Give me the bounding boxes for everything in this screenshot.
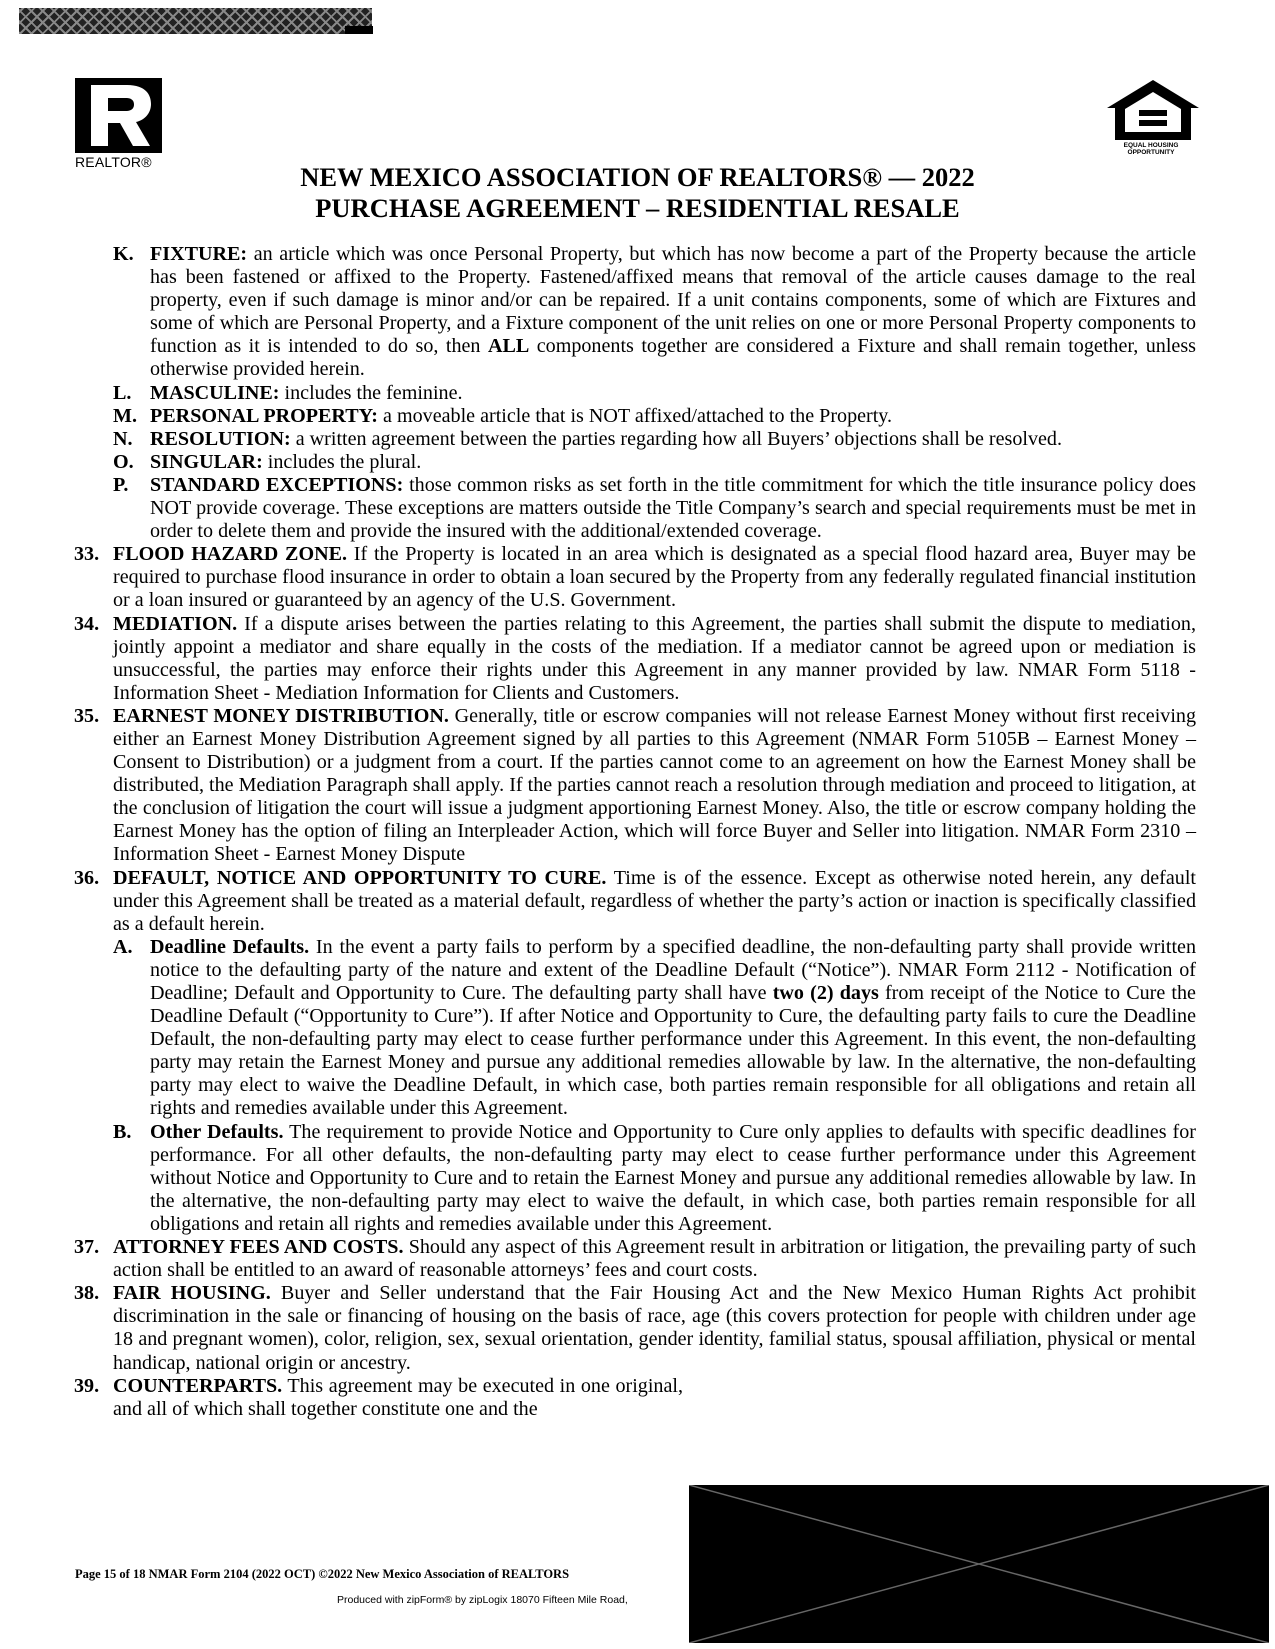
section-number: 35. (74, 704, 100, 727)
definition-p (0, 474, 1196, 543)
item-text: includes the plural. (262, 450, 422, 473)
page-footer-producer: Produced with zipForm® by zipLogix 18070 Fifteen Mile Road, (337, 1594, 628, 1606)
item-heading: MASCULINE: (150, 381, 280, 404)
section-number: 36. (74, 866, 100, 889)
item-marker: N. (113, 427, 133, 450)
redaction-cross-icon (689, 1485, 1269, 1643)
section-37-attorney-fees (0, 1236, 1196, 1282)
section-text: If a dispute arises between the parties relating to this Agreement, the parties shall submit the dispute to mediation, jointly appoint a mediator and share equally in the costs of the mediation. If a mediator cannot be agreed upon or mediation is unsuccessful, the parties may enforce their rights under this Agreement in any manner provided by law. NMAR Form 5118 - Information Sheet - Mediation Information for Clients and Customers. (113, 612, 1196, 704)
section-number: 34. (74, 612, 100, 635)
item-heading: RESOLUTION: (150, 427, 291, 450)
item-text: The requirement to provide Notice and Opportunity to Cure only applies to defaults with specific deadlines for performance. For all other defaults, the non-defaulting party may elect to cease further performance under this Agreement without Notice and Opportunity to Cure and to retain the Earnest Money and pursue any additional remedies allowable by law. In the alternative, the non-defaulting party may elect to waive the default, in which case, both parties remain responsible for all obligations and retain all rights and remedies available under this Agreement. (150, 1120, 1196, 1235)
section-text: This agreement may be executed in one original, and all of which shall together constitute one and the (113, 1374, 683, 1420)
document-title-line1: NEW MEXICO ASSOCIATION OF REALTORS® — 2022 (300, 162, 975, 192)
section-text: Generally, title or escrow companies will not release Earnest Money without first receiving either an Earnest Money Distribution Agreement signed by all parties to this Agreement (NMAR Form 5105B – Earnest Money – Consent to Distribution) or a judgment from a court. If the parties cannot come to an agreement on how the Earnest Money shall be distributed, the Mediation Paragraph shall apply. If the parties cannot reach a resolution through mediation and proceed to litigation, at the conclusion of litigation the court will issue a judgment apportioning Earnest Money. Also, the title or escrow company holding the Earnest Money has the option of filing an Interpleader Action, which will force Buyer and Seller into litigation. NMAR Form 2310 – Information Sheet - Earnest Money Dispute (113, 704, 1196, 866)
section-number: 33. (74, 543, 100, 566)
section-number: 38. (74, 1282, 100, 1305)
item-heading: FIXTURE: (150, 243, 248, 265)
section-34-mediation (0, 613, 1196, 705)
item-marker: P. (113, 473, 129, 496)
item-bold-text: ALL (487, 335, 530, 358)
section-heading: EARNEST MONEY DISTRIBUTION. (113, 704, 449, 727)
item-heading: SINGULAR: (150, 450, 263, 473)
section-38-fair-housing (0, 1282, 1196, 1374)
section-text: Buyer and Seller understand that the Fair Housing Act and the New Mexico Human Rights Act prohibit discrimination in the sale or financing of housing on the basis of race, age (this covers protection for people with children under age 18 and pregnant women), color, religion, sex, sexual orientation, gender identity, familial status, spousal affiliation, physical or mental handicap, national origin or ancestry. (113, 1282, 1196, 1374)
section-heading: ATTORNEY FEES AND COSTS. (113, 1236, 404, 1259)
section-heading: DEFAULT, NOTICE AND OPPORTUNITY TO CURE. (113, 866, 607, 889)
item-text: an article which was once Personal Property, but which has now become a part of the Property because the article has been fastened or affixed to the Property. Fastened/affixed means that removal of the article causes damage to the real property, even if such damage is minor and/or can be repaired. If a unit contains components, some of which are Fixtures and some of which are Personal Property, and a Fixture component of the unit relies on one or more Personal Property components to function as it is intended to do so, then (150, 243, 1196, 358)
item-text: In the event a party fails to perform by a specified deadline, the non-defaulting party shall provide written notice to the defaulting party of the nature and extent of the Deadline Default (“Notice”). NMAR Form 2112 - Notification of Deadline; Default and Opportunity to Cure. The defaulting party shall have (150, 935, 1196, 1004)
item-text: includes the feminine. (279, 381, 463, 404)
item-marker: K. (113, 243, 134, 265)
section-36b-other-defaults (0, 1121, 1196, 1236)
page-footer: Page 15 of 18 NMAR Form 2104 (2022 OCT) ©2022 New Mexico Association of REALTORS (75, 1567, 570, 1581)
item-text: a moveable article that is NOT affixed/attached to the Property. (378, 404, 893, 427)
section-text: Should any aspect of this Agreement result in arbitration or litigation, the prevailing party of such action shall be entitled to an award of reasonable attorneys’ fees and court costs. (113, 1236, 1196, 1282)
document-title-line2: PURCHASE AGREEMENT – RESIDENTIAL RESALE (315, 193, 960, 223)
item-heading: Other Defaults. (150, 1120, 284, 1143)
section-number: 39. (74, 1374, 100, 1397)
document-body (0, 243, 1275, 1421)
section-33-flood-hazard-zone (0, 543, 1196, 612)
definition-n (0, 428, 1196, 451)
redaction-box-bottom (689, 1485, 1269, 1643)
item-text-after: from receipt of the Notice to Cure the Deadline Default (“Opportunity to Cure”). If after Notice and Opportunity to Cure, the defaulting party fails to cure the Deadline Default, the non-defaulting party may elect to cease further performance under this Agreement. In this event, the non-defaulting party may retain the Earnest Money and pursue any additional remedies allowable by law. In the alternative, the non-defaulting party may elect to waive the Deadline Default, in which case, both parties remain responsible for all obligations and retain all rights and remedies available under this Agreement. (150, 982, 1196, 1120)
item-marker: M. (113, 404, 137, 427)
section-text: If the Property is located in an area which is designated as a special flood hazard area, Buyer may be required to purchase flood insurance in order to obtain a loan secured by the Property from any federally regulated financial institution or a loan insured or guaranteed by an agency of the U.S. Government. (113, 543, 1196, 612)
section-36a-deadline-defaults (0, 936, 1196, 1121)
definition-l (0, 382, 1196, 405)
section-number: 37. (74, 1236, 100, 1259)
item-text-after: components together are considered a Fixture and shall remain together, unless otherwise provided herein. (150, 335, 1196, 381)
definition-m (0, 405, 1196, 428)
section-heading: MEDIATION. (113, 612, 238, 635)
section-heading: FAIR HOUSING. (113, 1282, 271, 1305)
equal-housing-text: EQUAL HOUSING OPPORTUNITY (1123, 142, 1179, 156)
item-text: a written agreement between the parties regarding how all Buyers’ objections shall be resolved. (290, 427, 1062, 450)
item-heading: STANDARD EXCEPTIONS: (150, 473, 404, 496)
realtor-r-icon (75, 78, 162, 153)
section-39-counterparts (0, 1375, 683, 1421)
redaction-bar-top (19, 8, 372, 34)
definition-o (0, 451, 1196, 474)
item-heading: PERSONAL PROPERTY: (150, 404, 378, 427)
item-text: those common risks as set forth in the title commitment for which the title insurance policy does NOT provide coverage. These exceptions are matters outside the Title Company’s search and special requirements must be met in order to delete them and provide the insured with the additional/extended coverage. (150, 473, 1196, 543)
item-marker: O. (113, 450, 134, 473)
item-bold-text: two (2) days (772, 982, 879, 1004)
item-marker: B. (113, 1120, 132, 1143)
section-heading: COUNTERPARTS. (113, 1374, 283, 1397)
equal-housing-house-icon (1105, 78, 1201, 142)
item-marker: A. (113, 935, 133, 958)
section-35-earnest-money-distribution (0, 705, 1196, 867)
item-heading: Deadline Defaults. (150, 935, 310, 958)
item-marker: L. (113, 381, 132, 404)
section-heading: FLOOD HAZARD ZONE. (113, 543, 348, 566)
definition-k (0, 243, 1196, 382)
section-36-default-notice (0, 867, 1196, 936)
equal-housing-logo (1105, 78, 1201, 168)
section-text: Time is of the essence. Except as otherwise noted herein, any default under this Agreement shall be treated as a material default, regardless of whether the party’s action or inaction is specifically classified as a default herein. (113, 866, 1196, 935)
realtor-logo-text: REALTOR® (75, 154, 152, 170)
